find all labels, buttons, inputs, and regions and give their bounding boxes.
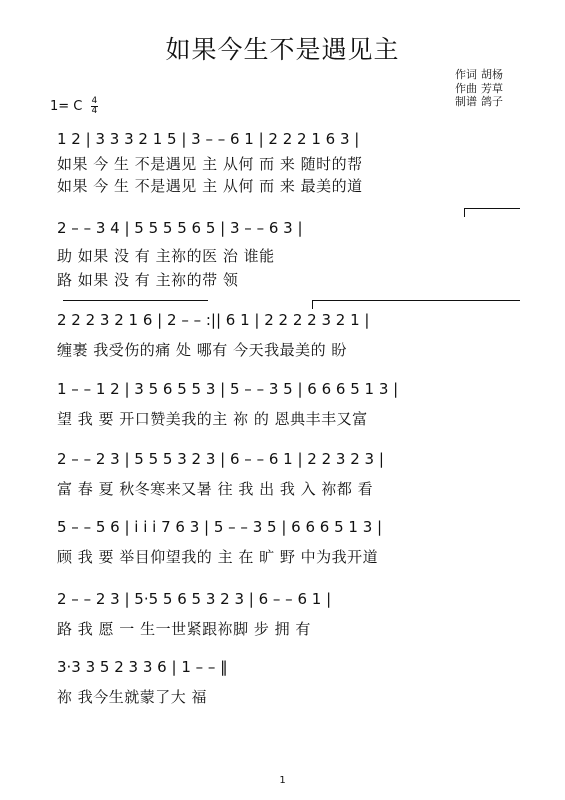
time-signature-top: 4 [91,96,98,106]
lyric-line-1: 顾 我 要 举目仰望我的 主 在 旷 野 中为我开道 [57,548,379,566]
score-row-6 [57,516,519,566]
notation-line: 2 – – 2 3 | 5 5 5 3 2 3 | 6 – – 6 1 | 2 2 3 2 3 | [57,450,384,468]
lyric-line-1: 路 我 愿 一 生一世紧跟祢脚 步 拥 有 [57,620,311,638]
notation-line: 2 – – 3 4 | 5 5 5 5 6 5 | 3 – – 6 3 | [57,219,303,237]
notation-line: 1 – – 1 2 | 3 5 6 5 5 3 | 5 – – 3 5 | 6 6 6 5 1 3 | [57,380,399,398]
score-row-1 [57,128,519,198]
score-row-2 [57,217,519,287]
lyricist-line [455,68,507,82]
lyric-line-1: 望 我 要 开口赞美我的主 祢 的 恩典丰丰又富 [57,410,368,428]
song-title: 如果今生不是遇见主 [165,35,400,64]
arranger-name: 鸽子 [481,95,503,108]
arranger-label: 制谱 [455,95,477,108]
key-signature [50,97,98,116]
score-row-4 [57,378,519,428]
volta-bracket [63,300,208,309]
notation-line: 1 2 | 3 3 3 2 1 5 | 3 – – 6 1 | 2 2 2 1 6 3 | [57,130,360,148]
score-row-5 [57,448,519,498]
composer-line [455,82,507,96]
lyric-line-1: 祢 我今生就蒙了大 福 [57,688,208,706]
volta-bracket [312,300,520,309]
notation-line: 2 – – 2 3 | 5·5 5 6 5 3 2 3 | 6 – – 6 1 | [57,590,332,608]
page-number: 1 [279,775,286,786]
lyric-line-1: 如果 今 生 不是遇见 主 从何 而 来 随时的帮 [57,155,363,173]
lyric-line-1: 富 春 夏 秋冬寒来又暑 往 我 出 我 入 祢都 看 [57,480,374,498]
composer-label: 作曲 [455,81,477,95]
score-row-7 [57,588,519,638]
score-row-8 [57,656,519,706]
composer-name: 芳草 [481,81,503,95]
credits-block [455,68,507,109]
lyric-line-1: 助 如果 没 有 主祢的医 治 谁能 [57,247,275,265]
lyric-line-2: 路 如果 没 有 主祢的带 领 [57,271,239,289]
time-signature-bottom: 4 [91,106,98,116]
time-signature [91,97,99,116]
arranger-line [455,95,507,109]
notation-line: 2 2 2 3 2 1 6 | 2 – – :|| 6 1 | 2 2 2 2 3 2 1 | [57,311,370,329]
lyricist-name: 胡杨 [481,68,503,81]
key-label: 1= C [50,99,83,114]
notation-line: 3·3 3 5 2 3 3 6 | 1 – – ‖ [57,658,228,676]
notation-line: 5 – – 5 6 | i i i 7 6 3 | 5 – – 3 5 | 6 6 6 5 1 3 | [57,518,383,536]
lyric-line-1: 缠裹 我受伤的痛 处 哪有 今天我最美的 盼 [57,341,347,359]
lyric-line-2: 如果 今 生 不是遇见 主 从何 而 来 最美的道 [57,177,363,195]
score-row-3 [57,309,519,359]
volta-bracket [464,208,520,217]
lyricist-label: 作词 [455,68,477,81]
